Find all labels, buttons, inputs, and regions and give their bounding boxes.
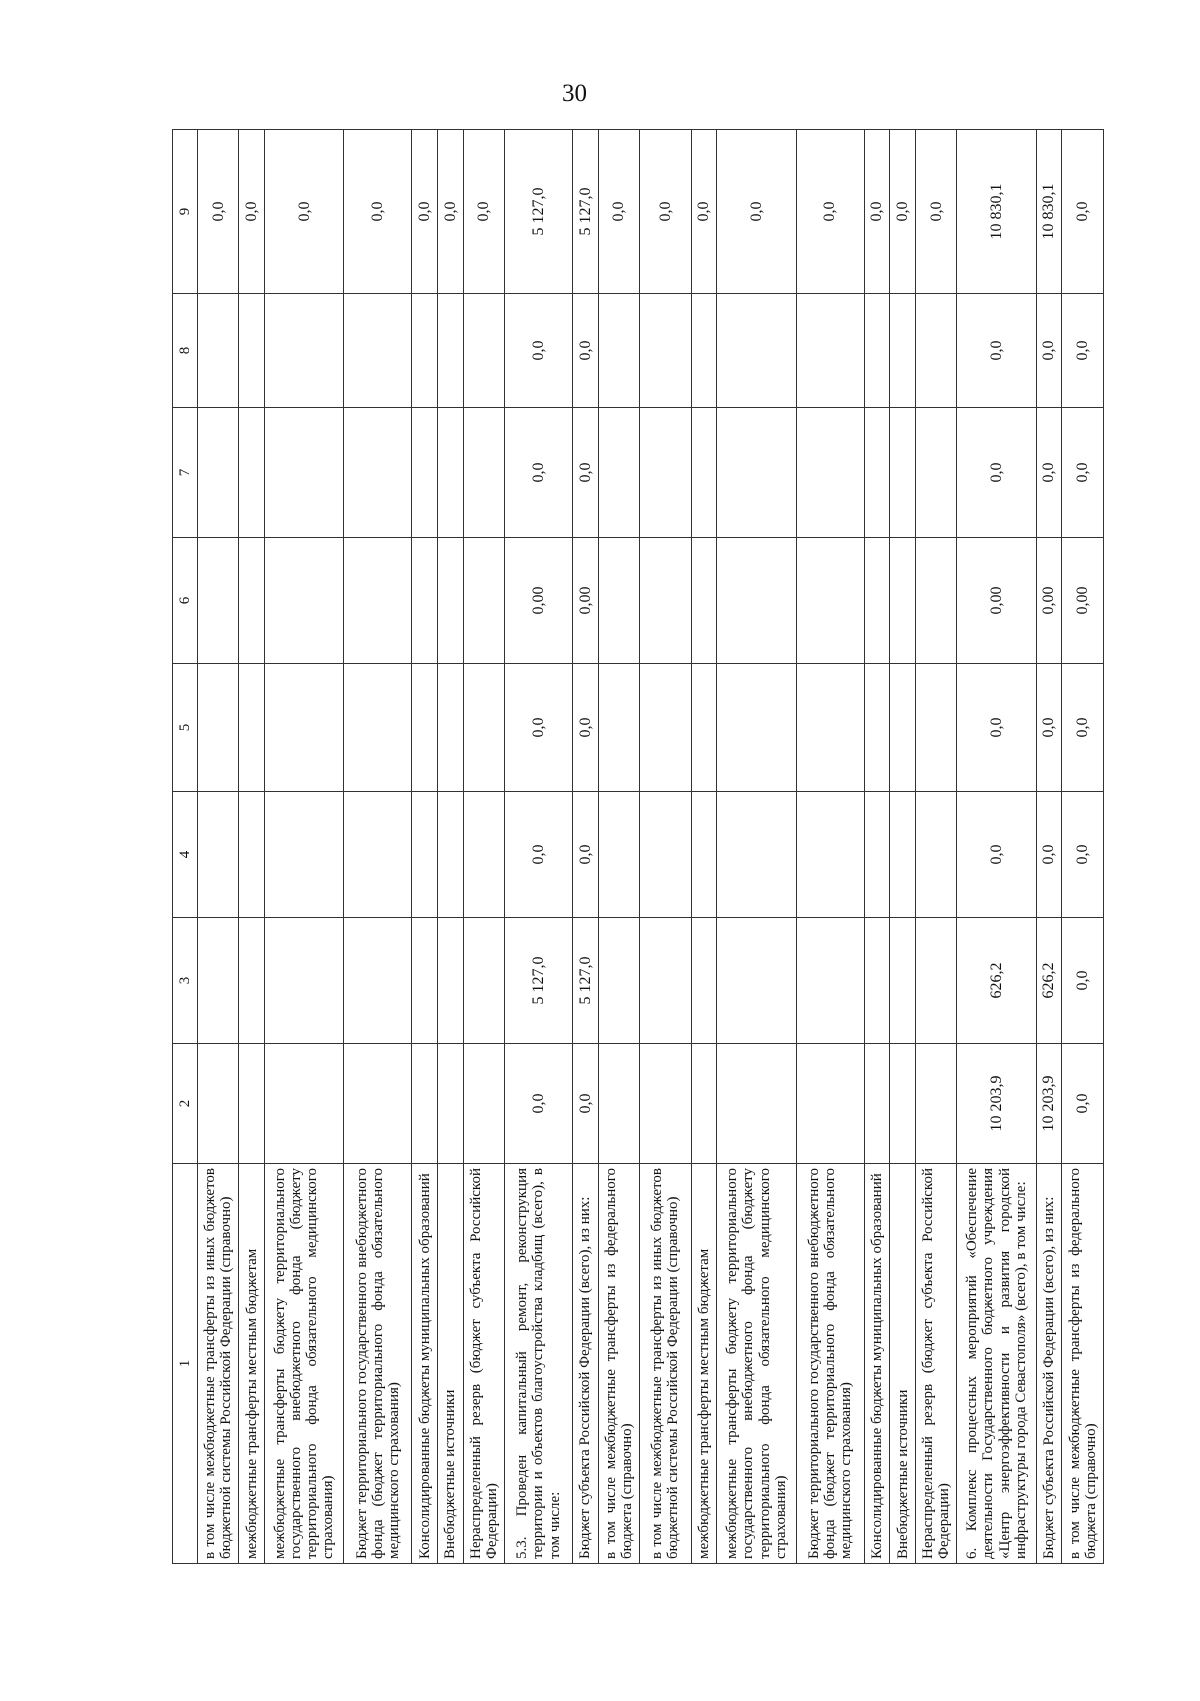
value-cell-col-4 xyxy=(198,792,239,918)
value-cell-col-6 xyxy=(198,538,239,664)
value-cell-col-8: 0,0 xyxy=(957,294,1036,408)
value-cell-col-4 xyxy=(239,792,265,918)
value-cell-col-3 xyxy=(915,918,956,1044)
value-cell-col-2 xyxy=(640,1044,691,1164)
header-col-7: 7 xyxy=(173,408,198,538)
value-cell-col-9: 0,0 xyxy=(717,130,796,294)
value-cell-col-6: 0,00 xyxy=(573,538,599,664)
value-cell-col-7 xyxy=(890,408,916,538)
value-cell-col-4 xyxy=(463,792,504,918)
value-cell-col-8: 0,0 xyxy=(1036,294,1062,408)
value-cell-col-7 xyxy=(198,408,239,538)
value-cell-col-3 xyxy=(890,918,916,1044)
value-cell-col-9: 0,0 xyxy=(796,130,864,294)
value-cell-col-9: 0,0 xyxy=(864,130,890,294)
row-description-cell: в том числе межбюджетные трансферты из федерального бюджета (справочно) xyxy=(1062,1164,1104,1564)
value-cell-col-5: 0,0 xyxy=(1062,664,1104,792)
row-description-cell: 5.3. Проведен капитальный ремонт, реконструкция территории и объектов благоустройства кладбищ (всего), в том числе: xyxy=(505,1164,573,1564)
header-col-4: 4 xyxy=(173,792,198,918)
value-cell-col-3: 5 127,0 xyxy=(573,918,599,1044)
value-cell-col-4 xyxy=(915,792,956,918)
value-cell-col-8 xyxy=(438,294,464,408)
header-col-8: 8 xyxy=(173,294,198,408)
value-cell-col-3 xyxy=(463,918,504,1044)
value-cell-col-8 xyxy=(463,294,504,408)
table-row xyxy=(890,130,916,1564)
table-row xyxy=(717,130,796,1564)
value-cell-col-7 xyxy=(265,408,344,538)
value-cell-col-6 xyxy=(463,538,504,664)
value-cell-col-2: 0,0 xyxy=(505,1044,573,1164)
value-cell-col-5 xyxy=(412,664,438,792)
page-number: 30 xyxy=(562,80,587,107)
row-description-cell: Бюджет территориального государственного внебюджетного фонда (бюджет территориального фонда обязательного медицинского страхования) xyxy=(344,1164,412,1564)
value-cell-col-7 xyxy=(915,408,956,538)
value-cell-col-9: 0,0 xyxy=(344,130,412,294)
value-cell-col-8: 0,0 xyxy=(573,294,599,408)
row-description-cell: межбюджетные трансферты местным бюджетам xyxy=(239,1164,265,1564)
table-row xyxy=(796,130,864,1564)
value-cell-col-4 xyxy=(796,792,864,918)
value-cell-col-4 xyxy=(717,792,796,918)
value-cell-col-3 xyxy=(691,918,717,1044)
value-cell-col-3 xyxy=(864,918,890,1044)
value-cell-col-5 xyxy=(796,664,864,792)
value-cell-col-2 xyxy=(198,1044,239,1164)
table-row xyxy=(957,130,1036,1564)
table-row xyxy=(864,130,890,1564)
value-cell-col-8: 0,0 xyxy=(505,294,573,408)
value-cell-col-2 xyxy=(691,1044,717,1164)
value-cell-col-4 xyxy=(640,792,691,918)
value-cell-col-5 xyxy=(344,664,412,792)
table-container xyxy=(172,130,1200,1559)
value-cell-col-5: 0,0 xyxy=(957,664,1036,792)
value-cell-col-9: 0,0 xyxy=(890,130,916,294)
value-cell-col-3 xyxy=(412,918,438,1044)
value-cell-col-8 xyxy=(890,294,916,408)
value-cell-col-3 xyxy=(640,918,691,1044)
value-cell-col-9: 0,0 xyxy=(239,130,265,294)
value-cell-col-8 xyxy=(915,294,956,408)
value-cell-col-2 xyxy=(890,1044,916,1164)
table-row xyxy=(691,130,717,1564)
value-cell-col-6 xyxy=(640,538,691,664)
value-cell-col-4 xyxy=(890,792,916,918)
value-cell-col-5: 0,0 xyxy=(1036,664,1062,792)
value-cell-col-9: 5 127,0 xyxy=(573,130,599,294)
value-cell-col-9: 10 830,1 xyxy=(957,130,1036,294)
value-cell-col-5 xyxy=(598,664,639,792)
value-cell-col-7 xyxy=(691,408,717,538)
value-cell-col-6 xyxy=(717,538,796,664)
value-cell-col-9: 0,0 xyxy=(915,130,956,294)
value-cell-col-2 xyxy=(412,1044,438,1164)
value-cell-col-7 xyxy=(598,408,639,538)
value-cell-col-9: 0,0 xyxy=(640,130,691,294)
table-row xyxy=(1062,130,1104,1564)
table-row xyxy=(573,130,599,1564)
value-cell-col-4 xyxy=(412,792,438,918)
value-cell-col-6: 0,00 xyxy=(505,538,573,664)
value-cell-col-9: 0,0 xyxy=(1062,130,1104,294)
value-cell-col-7 xyxy=(438,408,464,538)
value-cell-col-2 xyxy=(344,1044,412,1164)
value-cell-col-6: 0,00 xyxy=(1062,538,1104,664)
value-cell-col-8 xyxy=(265,294,344,408)
value-cell-col-5 xyxy=(717,664,796,792)
value-cell-col-3 xyxy=(796,918,864,1044)
value-cell-col-7 xyxy=(239,408,265,538)
value-cell-col-8 xyxy=(344,294,412,408)
value-cell-col-9: 0,0 xyxy=(463,130,504,294)
value-cell-col-8 xyxy=(412,294,438,408)
value-cell-col-9: 0,0 xyxy=(438,130,464,294)
value-cell-col-7: 0,0 xyxy=(505,408,573,538)
value-cell-col-6 xyxy=(265,538,344,664)
value-cell-col-8: 0,0 xyxy=(1062,294,1104,408)
value-cell-col-9: 5 127,0 xyxy=(505,130,573,294)
value-cell-col-3 xyxy=(438,918,464,1044)
value-cell-col-8 xyxy=(691,294,717,408)
value-cell-col-4 xyxy=(344,792,412,918)
value-cell-col-2 xyxy=(915,1044,956,1164)
value-cell-col-4 xyxy=(438,792,464,918)
value-cell-col-4 xyxy=(691,792,717,918)
row-description-cell: Бюджет субъекта Российской Федерации (всего), из них: xyxy=(573,1164,599,1564)
row-description-cell: Внебюджетные источники xyxy=(438,1164,464,1564)
value-cell-col-9: 0,0 xyxy=(265,130,344,294)
header-col-5: 5 xyxy=(173,664,198,792)
value-cell-col-5 xyxy=(463,664,504,792)
row-description-cell: Бюджет субъекта Российской Федерации (всего), из них: xyxy=(1036,1164,1062,1564)
value-cell-col-8 xyxy=(239,294,265,408)
value-cell-col-9: 10 830,1 xyxy=(1036,130,1062,294)
value-cell-col-5 xyxy=(198,664,239,792)
value-cell-col-5: 0,0 xyxy=(573,664,599,792)
value-cell-col-7: 0,0 xyxy=(573,408,599,538)
value-cell-col-7 xyxy=(412,408,438,538)
value-cell-col-7: 0,0 xyxy=(957,408,1036,538)
value-cell-col-3: 626,2 xyxy=(957,918,1036,1044)
value-cell-col-3: 0,0 xyxy=(1062,918,1104,1044)
value-cell-col-5 xyxy=(864,664,890,792)
value-cell-col-5 xyxy=(239,664,265,792)
value-cell-col-7: 0,0 xyxy=(1036,408,1062,538)
value-cell-col-2 xyxy=(265,1044,344,1164)
value-cell-col-4: 0,0 xyxy=(505,792,573,918)
value-cell-col-5 xyxy=(890,664,916,792)
value-cell-col-2 xyxy=(463,1044,504,1164)
header-col-6: 6 xyxy=(173,538,198,664)
value-cell-col-9: 0,0 xyxy=(598,130,639,294)
value-cell-col-4: 0,0 xyxy=(573,792,599,918)
row-description-cell: 6. Комплекс процессных мероприятий «Обеспечение деятельности Государственного бюджетного учреждения «Центр энергоэффективности и развития городской инфраструктуры города Севастополя» (всего), в том числе: xyxy=(957,1164,1036,1564)
row-description-cell: межбюджетные трансферты местным бюджетам xyxy=(691,1164,717,1564)
value-cell-col-2: 0,0 xyxy=(573,1044,599,1164)
row-description-cell: Нераспределенный резерв (бюджет субъекта Российской Федерации) xyxy=(915,1164,956,1564)
value-cell-col-5: 0,0 xyxy=(505,664,573,792)
header-col-1: 1 xyxy=(173,1164,198,1564)
row-description-cell: межбюджетные трансферты бюджету территориального государственного внебюджетного фонда (бюджету территориального фонда обязательного медицинского страхования) xyxy=(265,1164,344,1564)
value-cell-col-7 xyxy=(864,408,890,538)
budget-table xyxy=(172,129,1104,1564)
value-cell-col-7 xyxy=(796,408,864,538)
value-cell-col-9: 0,0 xyxy=(691,130,717,294)
value-cell-col-6 xyxy=(438,538,464,664)
value-cell-col-3: 5 127,0 xyxy=(505,918,573,1044)
value-cell-col-4 xyxy=(598,792,639,918)
header-row xyxy=(173,130,198,1564)
value-cell-col-3 xyxy=(265,918,344,1044)
value-cell-col-2: 10 203,9 xyxy=(957,1044,1036,1164)
table-row xyxy=(239,130,265,1564)
row-description-cell: межбюджетные трансферты бюджету территориального государственного внебюджетного фонда (бюджету территориального фонда обязательного медицинского страхования) xyxy=(717,1164,796,1564)
value-cell-col-2 xyxy=(438,1044,464,1164)
value-cell-col-9: 0,0 xyxy=(412,130,438,294)
value-cell-col-6 xyxy=(239,538,265,664)
table-row xyxy=(640,130,691,1564)
value-cell-col-2 xyxy=(796,1044,864,1164)
table-row xyxy=(198,130,239,1564)
value-cell-col-2 xyxy=(598,1044,639,1164)
value-cell-col-7 xyxy=(344,408,412,538)
value-cell-col-3 xyxy=(239,918,265,1044)
row-description-cell: Консолидированные бюджеты муниципальных образований xyxy=(864,1164,890,1564)
value-cell-col-2: 10 203,9 xyxy=(1036,1044,1062,1164)
value-cell-col-3 xyxy=(717,918,796,1044)
value-cell-col-9: 0,0 xyxy=(198,130,239,294)
value-cell-col-4: 0,0 xyxy=(957,792,1036,918)
value-cell-col-4: 0,0 xyxy=(1062,792,1104,918)
header-col-2: 2 xyxy=(173,1044,198,1164)
value-cell-col-2 xyxy=(864,1044,890,1164)
value-cell-col-6 xyxy=(915,538,956,664)
row-description-cell: Бюджет территориального государственного внебюджетного фонда (бюджет территориального фонда обязательного медицинского страхования) xyxy=(796,1164,864,1564)
value-cell-col-5 xyxy=(640,664,691,792)
value-cell-col-8 xyxy=(717,294,796,408)
row-description-cell: Внебюджетные источники xyxy=(890,1164,916,1564)
value-cell-col-7: 0,0 xyxy=(1062,408,1104,538)
value-cell-col-6 xyxy=(412,538,438,664)
value-cell-col-6 xyxy=(598,538,639,664)
value-cell-col-7 xyxy=(463,408,504,538)
value-cell-col-5 xyxy=(438,664,464,792)
rotated-table-frame xyxy=(172,130,1104,1564)
value-cell-col-8 xyxy=(796,294,864,408)
value-cell-col-2 xyxy=(717,1044,796,1164)
value-cell-col-3 xyxy=(598,918,639,1044)
table-row xyxy=(1036,130,1062,1564)
table-row xyxy=(265,130,344,1564)
value-cell-col-2: 0,0 xyxy=(1062,1044,1104,1164)
value-cell-col-6 xyxy=(890,538,916,664)
value-cell-col-5 xyxy=(915,664,956,792)
row-description-cell: в том числе межбюджетные трансферты из иных бюджетов бюджетной системы Российской Федерации (справочно) xyxy=(198,1164,239,1564)
row-description-cell: Консолидированные бюджеты муниципальных образований xyxy=(412,1164,438,1564)
value-cell-col-6 xyxy=(796,538,864,664)
value-cell-col-6: 0,00 xyxy=(957,538,1036,664)
value-cell-col-8 xyxy=(640,294,691,408)
value-cell-col-4: 0,0 xyxy=(1036,792,1062,918)
table-row xyxy=(463,130,504,1564)
row-description-cell: в том числе межбюджетные трансферты из федерального бюджета (справочно) xyxy=(598,1164,639,1564)
value-cell-col-2 xyxy=(239,1044,265,1164)
table-row xyxy=(438,130,464,1564)
row-description-cell: в том числе межбюджетные трансферты из иных бюджетов бюджетной системы Российской Федерации (справочно) xyxy=(640,1164,691,1564)
value-cell-col-5 xyxy=(691,664,717,792)
value-cell-col-6 xyxy=(344,538,412,664)
row-description-cell: Нераспределенный резерв (бюджет субъекта Российской Федерации) xyxy=(463,1164,504,1564)
value-cell-col-5 xyxy=(265,664,344,792)
value-cell-col-8 xyxy=(198,294,239,408)
table-body xyxy=(198,130,1104,1564)
table-row xyxy=(598,130,639,1564)
value-cell-col-6 xyxy=(691,538,717,664)
table-row xyxy=(412,130,438,1564)
value-cell-col-4 xyxy=(265,792,344,918)
value-cell-col-6: 0,00 xyxy=(1036,538,1062,664)
header-col-9: 9 xyxy=(173,130,198,294)
table-row xyxy=(344,130,412,1564)
value-cell-col-4 xyxy=(864,792,890,918)
table-row xyxy=(915,130,956,1564)
value-cell-col-8 xyxy=(864,294,890,408)
value-cell-col-7 xyxy=(640,408,691,538)
value-cell-col-3 xyxy=(344,918,412,1044)
value-cell-col-8 xyxy=(598,294,639,408)
value-cell-col-7 xyxy=(717,408,796,538)
value-cell-col-3 xyxy=(198,918,239,1044)
table-row xyxy=(505,130,573,1564)
header-col-3: 3 xyxy=(173,918,198,1044)
value-cell-col-6 xyxy=(864,538,890,664)
value-cell-col-3: 626,2 xyxy=(1036,918,1062,1044)
